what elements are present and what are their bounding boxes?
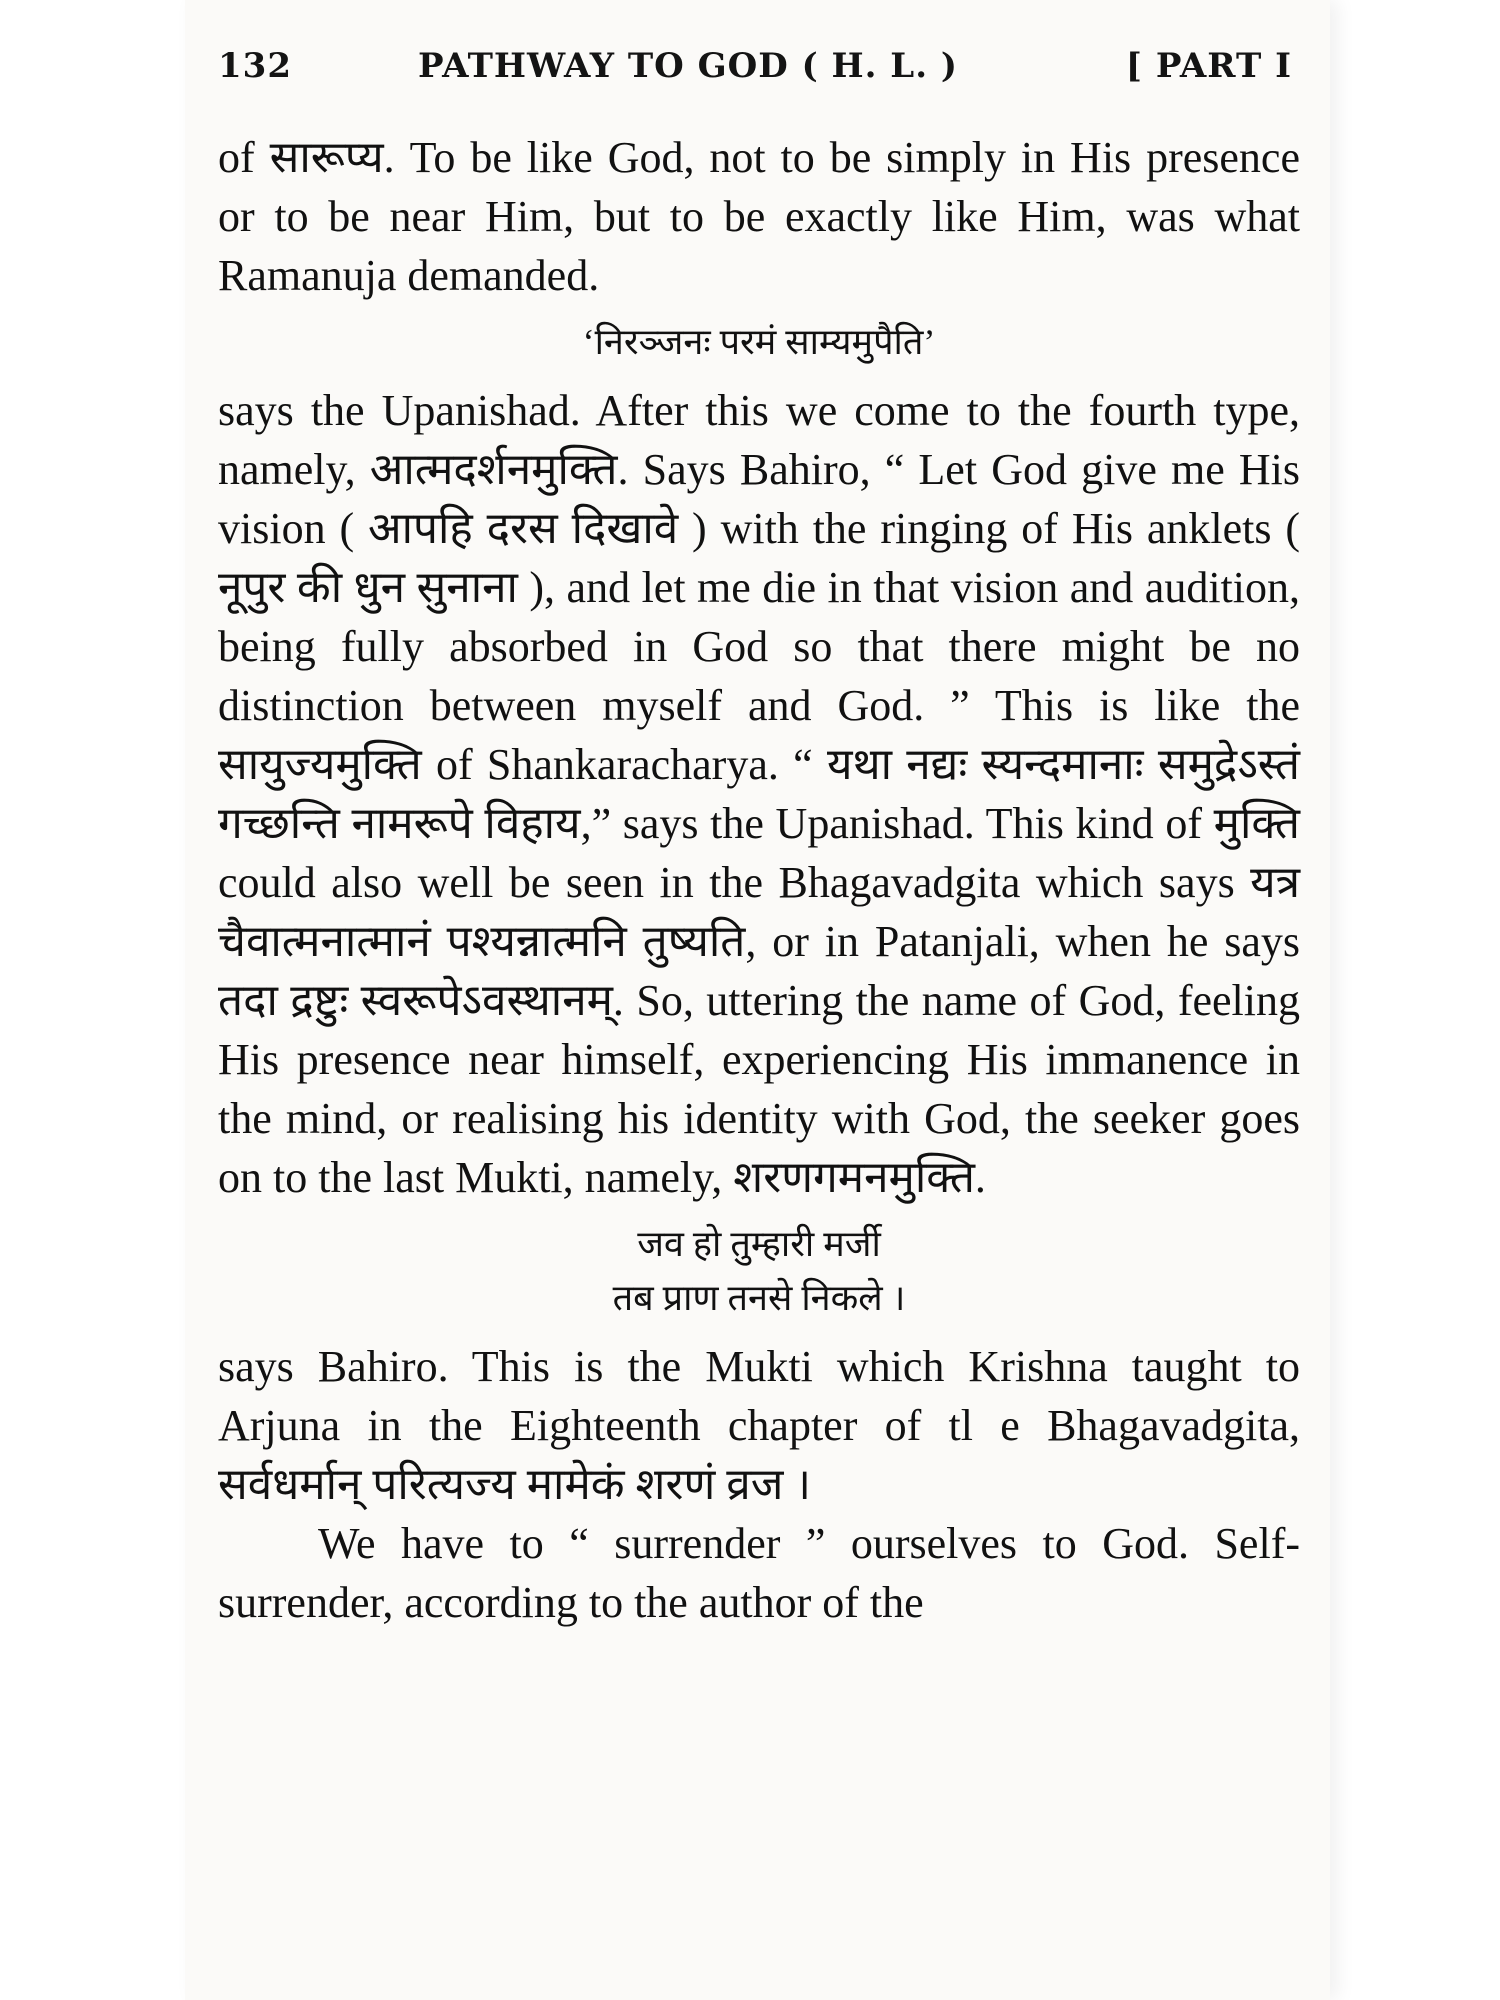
paragraph-surrender: We have to “ surrender ” ourselves to God. Self-surrender, according to the author of the: [218, 1519, 1300, 1627]
part-label: [ PART I: [1125, 46, 1292, 86]
running-title: PATHWAY TO GOD ( H. L. ): [418, 46, 958, 86]
upanishad-quote: ‘निरञ्जनः परमं साम्यमुपैति’: [582, 322, 936, 362]
bahiro-verse: [218, 1217, 1300, 1325]
verse-line-1: जव हो तुम्हारी मर्जी: [637, 1224, 881, 1264]
verse-line-2: तब प्राण तनसे निकले ।: [612, 1278, 906, 1318]
paragraph-ramanuja: of सारूप्य. To be like God, not to be simply in His presence or to be near Him, but to be exactly like Him, was what Ramanuja demanded.: [218, 133, 1300, 300]
page-header: [218, 46, 1300, 96]
page-number: 132: [218, 46, 292, 86]
paragraph-krishna: says Bahiro. This is the Mukti which Krishna taught to Arjuna in the Eighteenth chapter of tl e Bhagavadgita, सर्वधर्मान् परित्यज्य मामेकं शरणं व्रज ।: [218, 1342, 1300, 1509]
body-text: [218, 128, 1300, 1632]
paragraph-bahiro: says the Upanishad. After this we come to the fourth type, namely, आत्मदर्शनमुक्ति. Says Bahiro, “ Let God give me His vision ( आपहि दरस दिखावे ) with the ringing of His anklets ( नूपुर की धुन सुनाना ), and let me die in that vision and audition, being fully absorbed in God so that there might be no distinction between myself and God. ” This is like the सायुज्यमुक्ति of Shankaracharya. “ यथा नद्यः स्यन्दमानाः समुद्रेऽस्तं गच्छन्ति नामरूपे विहाय,” says the Upanishad. This kind of मुक्ति could also well be seen in the Bhagavadgita which says यत्र चैवात्मनात्मानं पश्यन्नात्मनि तुष्यति, or in Patanjali, when he says तदा द्रष्टुः स्वरूपेऽवस्थानम्. So, uttering the name of God, feeling His presence near himself, experiencing His immanence in the mind, or realising his identity with God, the seeker goes on to the last Mukti, namely, शरणगमनमुक्ति.: [218, 386, 1300, 1202]
